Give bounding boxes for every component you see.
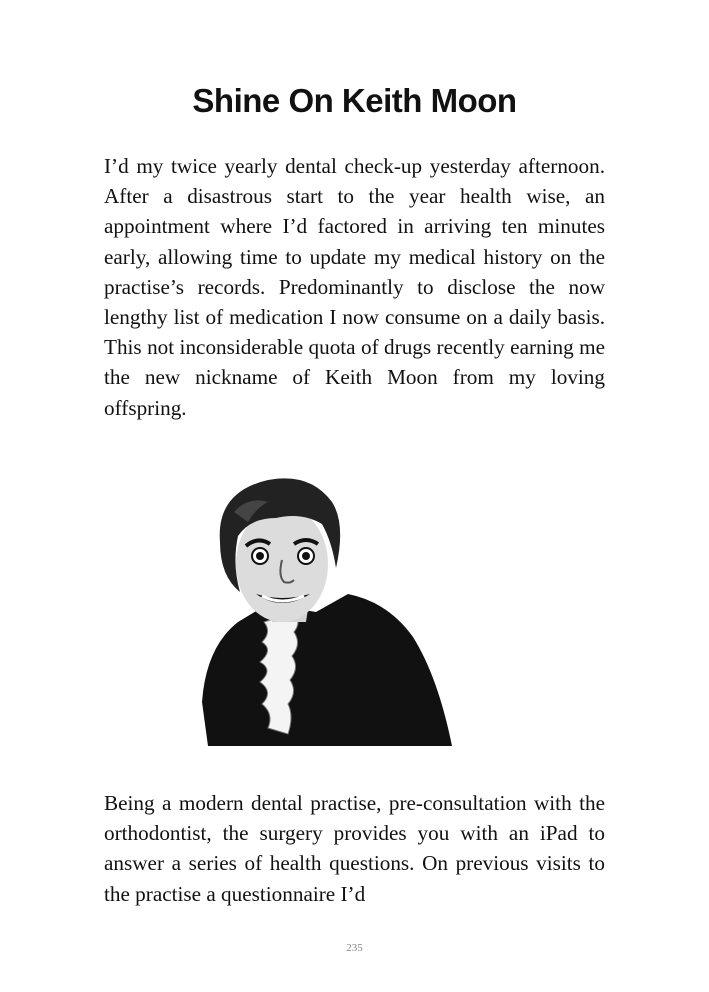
paragraph-ipad: Being a modern dental practise, pre-consultation with the orthodontist, the surgery provides you with an iPad to answer a series of health questions. On previous visits to the practise a questionnaire I’d (104, 791, 605, 906)
chapter-title: Shine On Keith Moon (192, 82, 517, 119)
paragraph-intro: I’d my twice yearly dental check-up yesterday afternoon. After a disastrous start to the year health wise, an appointment where I’d factored in arriving ten minutes early, allowing time to update my medical history on the practise’s records. Predominantly to disclose the now lengthy list of medication I now consume on a daily basis. This not inconsiderable quota of drugs recently earning me the new nickname of Keith Moon from my loving offspring. (104, 154, 605, 420)
portrait-jacket (202, 594, 452, 746)
page-number: 235 (346, 942, 363, 954)
keith-moon-photo (198, 472, 454, 746)
portrait-illustration (198, 472, 454, 746)
